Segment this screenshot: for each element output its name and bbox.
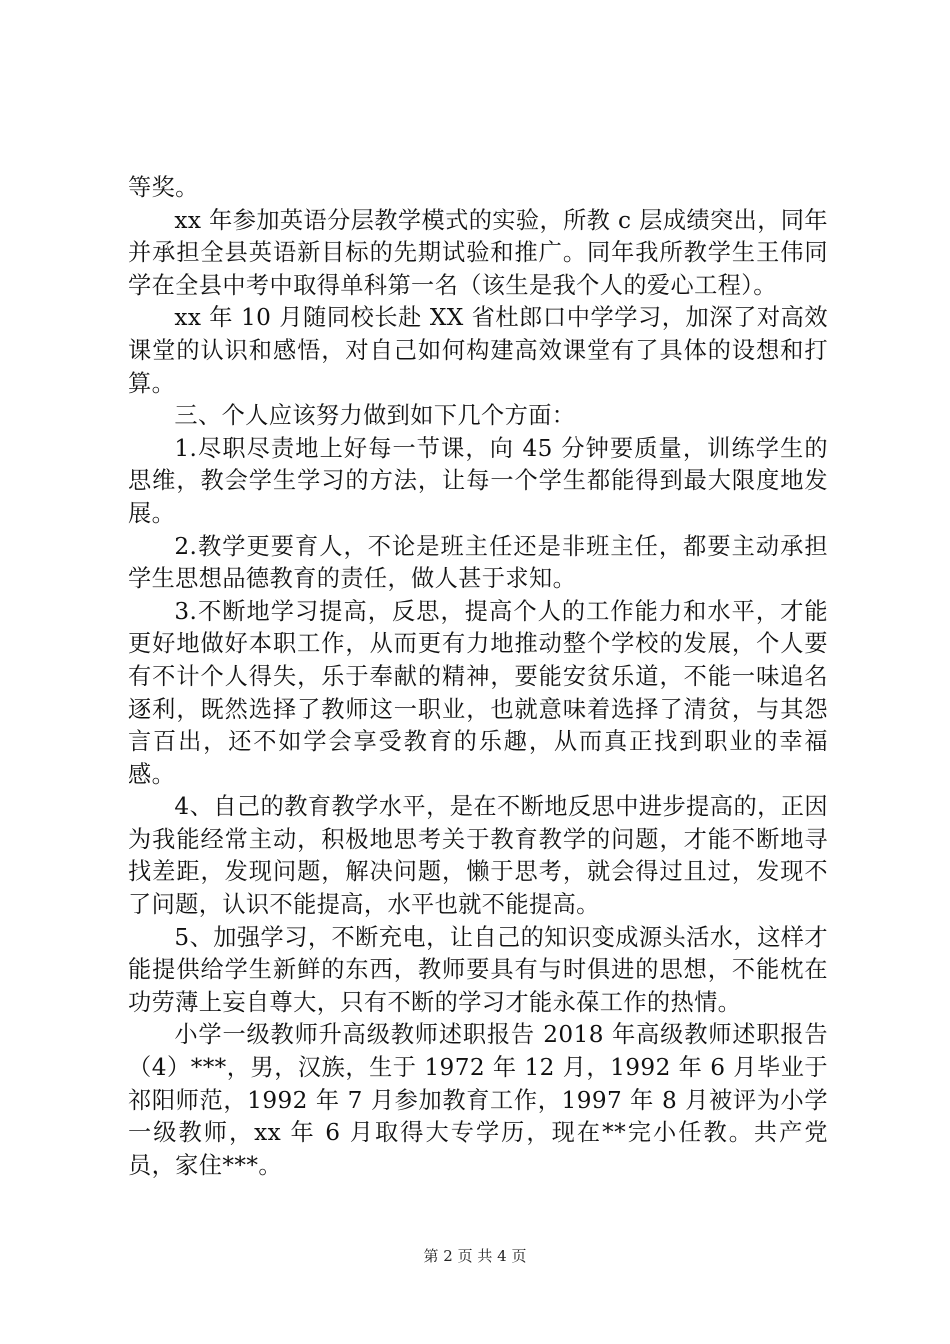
page-footer: 第 2 页 共 4 页	[423, 1247, 527, 1265]
list-item-3: 3.不断地学习提高，反思，提高个人的工作能力和水平，才能更好地做好本职工作，从而更有力地推动整个学校的发展，个人要有不计个人得失，乐于奉献的精神，要能安贫乐道，不能一味追名逐利，既然选择了教师这一职业，也就意味着选择了清贫，与其怨言百出，还不如学会享受教育的乐趣，从而真正找到职业的幸福感。	[128, 597, 828, 788]
paragraph-study-trip: xx 年 10 月随同校长赴 XX 省杜郎口中学学习，加深了对高效课堂的认识和感悟，对自己如何构建高效课堂有了具体的设想和打算。	[128, 304, 828, 397]
list-item-1: 1.尽职尽责地上好每一节课，向 45 分钟要质量，训练学生的思维，教会学生学习的方法，让每一个学生都能得到最大限度地发展。	[128, 434, 828, 527]
paragraph-english-experiment: xx 年参加英语分层教学模式的实验，所教 c 层成绩突出，同年并承担全县英语新目标的先期试验和推广。同年我所教学生王伟同学在全县中考中取得单科第一名（该生是我个人的爱心工程）。	[128, 206, 828, 299]
list-item-5: 5、加强学习，不断充电，让自己的知识变成源头活水，这样才能提供给学生新鲜的东西，教师要具有与时俱进的思想，不能枕在功劳薄上妄自尊大，只有不断的学习才能永葆工作的热情。	[128, 923, 828, 1016]
list-item-2: 2.教学更要育人，不论是班主任还是非班主任，都要主动承担学生思想品德教育的责任，做人甚于求知。	[128, 532, 828, 593]
section-heading-personal-efforts: 三、个人应该努力做到如下几个方面：	[174, 402, 576, 430]
document-body	[128, 172, 828, 1182]
paragraph-report-intro: 小学一级教师升高级教师述职报告 2018 年高级教师述职报告（4）***，男，汉族，生于 1972 年 12 月，1992 年 6 月毕业于祁阳师范，1992 年 7 月参加教育工作，1997 年 8 月被评为小学一级教师，xx 年 6 月取得大专学历，现在**完小任教。共产党员，家住***。	[128, 1021, 828, 1179]
list-item-4: 4、自己的教育教学水平，是在不断地反思中进步提高的，正因为我能经常主动，积极地思考关于教育教学的问题，才能不断地寻找差距，发现问题，解决问题，懒于思考，就会得过且过，发现不了问题，认识不能提高，水平也就不能提高。	[128, 793, 828, 919]
paragraph-award-continuation: 等奖。	[128, 174, 199, 201]
